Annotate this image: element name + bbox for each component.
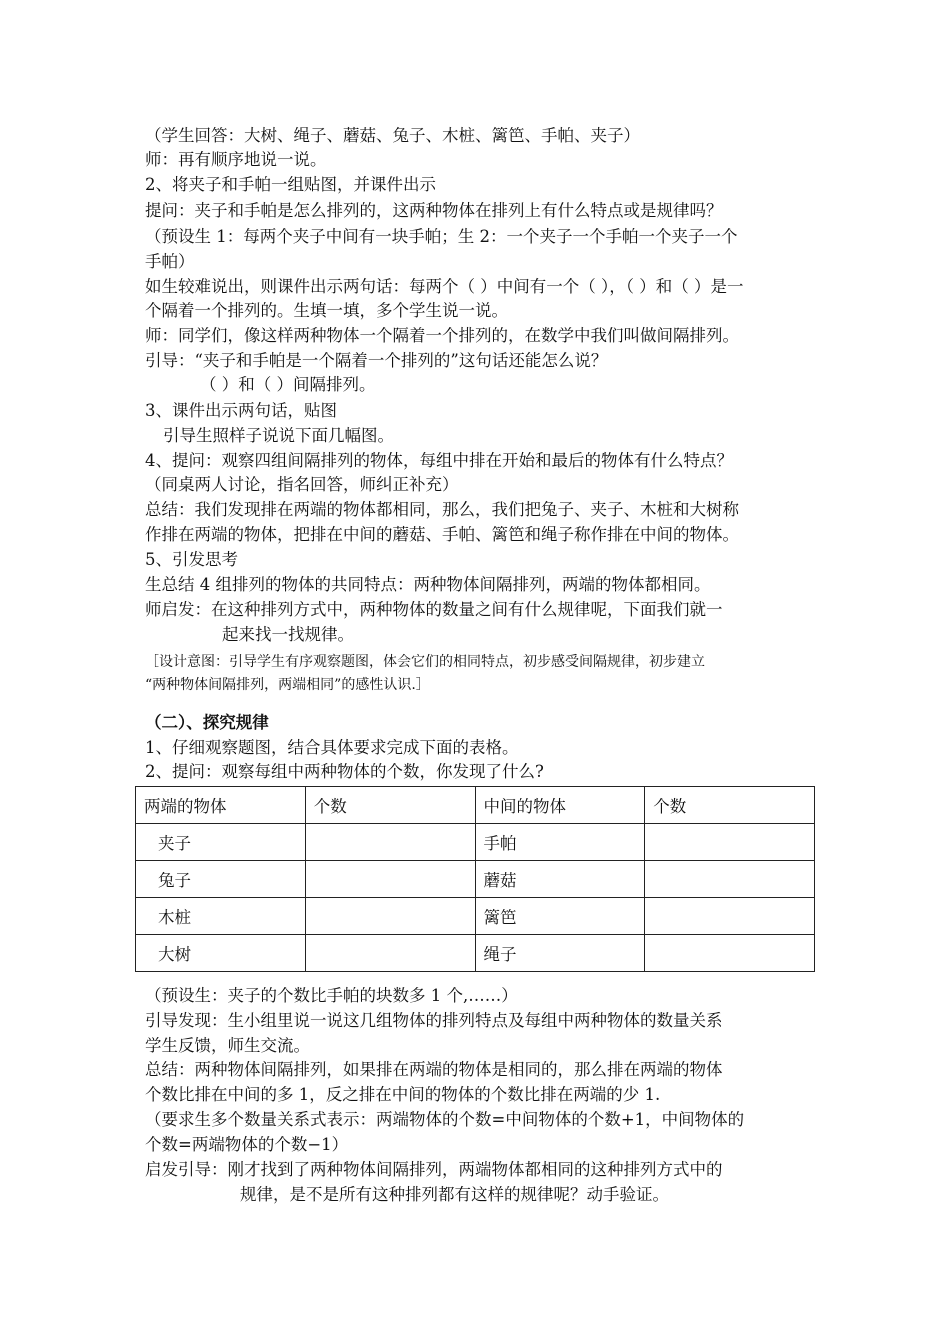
table-cell: 绳子 [475,935,645,972]
table-cell: 手帕 [475,824,645,861]
text-line: 学生反馈，师生交流。 [145,1036,310,1055]
text-line: 如生较难说出，则课件出示两句话：每两个（ ）中间有一个（ ），（ ）和（ ）是一 [145,277,744,296]
text-line: （预设生：夹子的个数比手帕的块数多 1 个,……） [145,986,518,1005]
table-row [136,935,815,972]
text-line: 个数比排在中间的多 1，反之排在中间的物体的个数比排在两端的少 1. [145,1085,661,1104]
text-line: 师：同学们，像这样两种物体一个隔着一个排列的，在数学中我们叫做间隔排列。 [145,326,739,345]
table-cell: 兔子 [136,861,306,898]
table-cell [305,935,475,972]
text-line: （ ）和（ ）间隔排列。 [200,375,376,394]
table-header-row [136,787,815,824]
table-cell: 夹子 [136,824,306,861]
text-line: 引导：“夹子和手帕是一个隔着一个排列的”这句话还能怎么说？ [145,351,608,370]
table-cell: 大树 [136,935,306,972]
table-row [136,824,815,861]
table-cell [645,898,815,935]
table-header-cell: 个数 [305,787,475,824]
text-line: 2、提问：观察每组中两种物体的个数，你发现了什么? [145,762,544,781]
text-line: 总结：两种物体间隔排列，如果排在两端的物体是相同的，那么排在两端的物体 [145,1060,723,1079]
table-header-cell: 两端的物体 [136,787,306,824]
text-line: 作排在两端的物体，把排在中间的蘑菇、手帕、篱笆和绳子称作排在中间的物体。 [145,525,739,544]
section-heading: （二）、探究规律 [145,713,269,732]
count-table [135,786,815,972]
text-line: 4、提问：观察四组间隔排列的物体，每组中排在开始和最后的物体有什么特点？ [145,451,733,470]
text-line: 启发引导：刚才找到了两种物体间隔排列，两端物体都相同的这种排列方式中的 [145,1160,723,1179]
text-line: （同桌两人讨论，指名回答，师纠正补充） [145,475,459,494]
text-line: 引导发现：生小组里说一说这几组物体的排列特点及每组中两种物体的数量关系 [145,1011,723,1030]
design-note: “两种物体间隔排列，两端相同”的感性认识.］ [145,677,430,693]
table-cell: 篱笆 [475,898,645,935]
text-line: 生总结 4 组排列的物体的共同特点：两种物体间隔排列，两端的物体都相同。 [145,575,711,594]
table-cell [305,861,475,898]
table-header-cell: 中间的物体 [475,787,645,824]
table-cell: 木桩 [136,898,306,935]
design-note: ［设计意图：引导学生有序观察题图，体会它们的相同特点，初步感受间隔规律，初步建立 [145,654,705,670]
text-line: 1、仔细观察题图，结合具体要求完成下面的表格。 [145,738,519,757]
text-line: 个隔着一个排列的。生填一填，多个学生说一说。 [145,301,508,320]
text-line: 3、课件出示两句话，贴图 [145,401,337,420]
text-line: （学生回答：大树、绳子、蘑菇、兔子、木桩、篱笆、手帕、夹子） [145,126,640,145]
text-line: 规律，是不是所有这种排列都有这样的规律呢？动手验证。 [240,1185,669,1204]
text-line: 引导生照样子说说下面几幅图。 [163,426,394,445]
text-line: 2、将夹子和手帕一组贴图，并课件出示 [145,175,436,194]
text-line: 师启发：在这种排列方式中，两种物体的数量之间有什么规律呢，下面我们就一 [145,600,723,619]
text-line: 师：再有顺序地说一说。 [145,150,327,169]
text-line: 手帕） [145,252,195,271]
text-line: 5、引发思考 [145,550,238,569]
text-line: （预设生 1：每两个夹子中间有一块手帕；生 2：一个夹子一个手帕一个夹子一个 [145,227,738,246]
table-cell [645,861,815,898]
table-row [136,898,815,935]
text-line: 个数=两端物体的个数−1） [145,1135,349,1154]
text-line: 总结：我们发现排在两端的物体都相同，那么，我们把兔子、夹子、木桩和大树称 [145,500,739,519]
table-header-cell: 个数 [645,787,815,824]
table-row [136,861,815,898]
text-line: （要求生多个数量关系式表示：两端物体的个数=中间物体的个数+1，中间物体的 [145,1110,745,1129]
text-line: 起来找一找规律。 [222,625,354,644]
table-cell [305,824,475,861]
table-cell [645,824,815,861]
table-cell [305,898,475,935]
table-cell [645,935,815,972]
table-cell: 蘑菇 [475,861,645,898]
text-line: 提问：夹子和手帕是怎么排列的，这两种物体在排列上有什么特点或是规律吗？ [145,201,723,220]
